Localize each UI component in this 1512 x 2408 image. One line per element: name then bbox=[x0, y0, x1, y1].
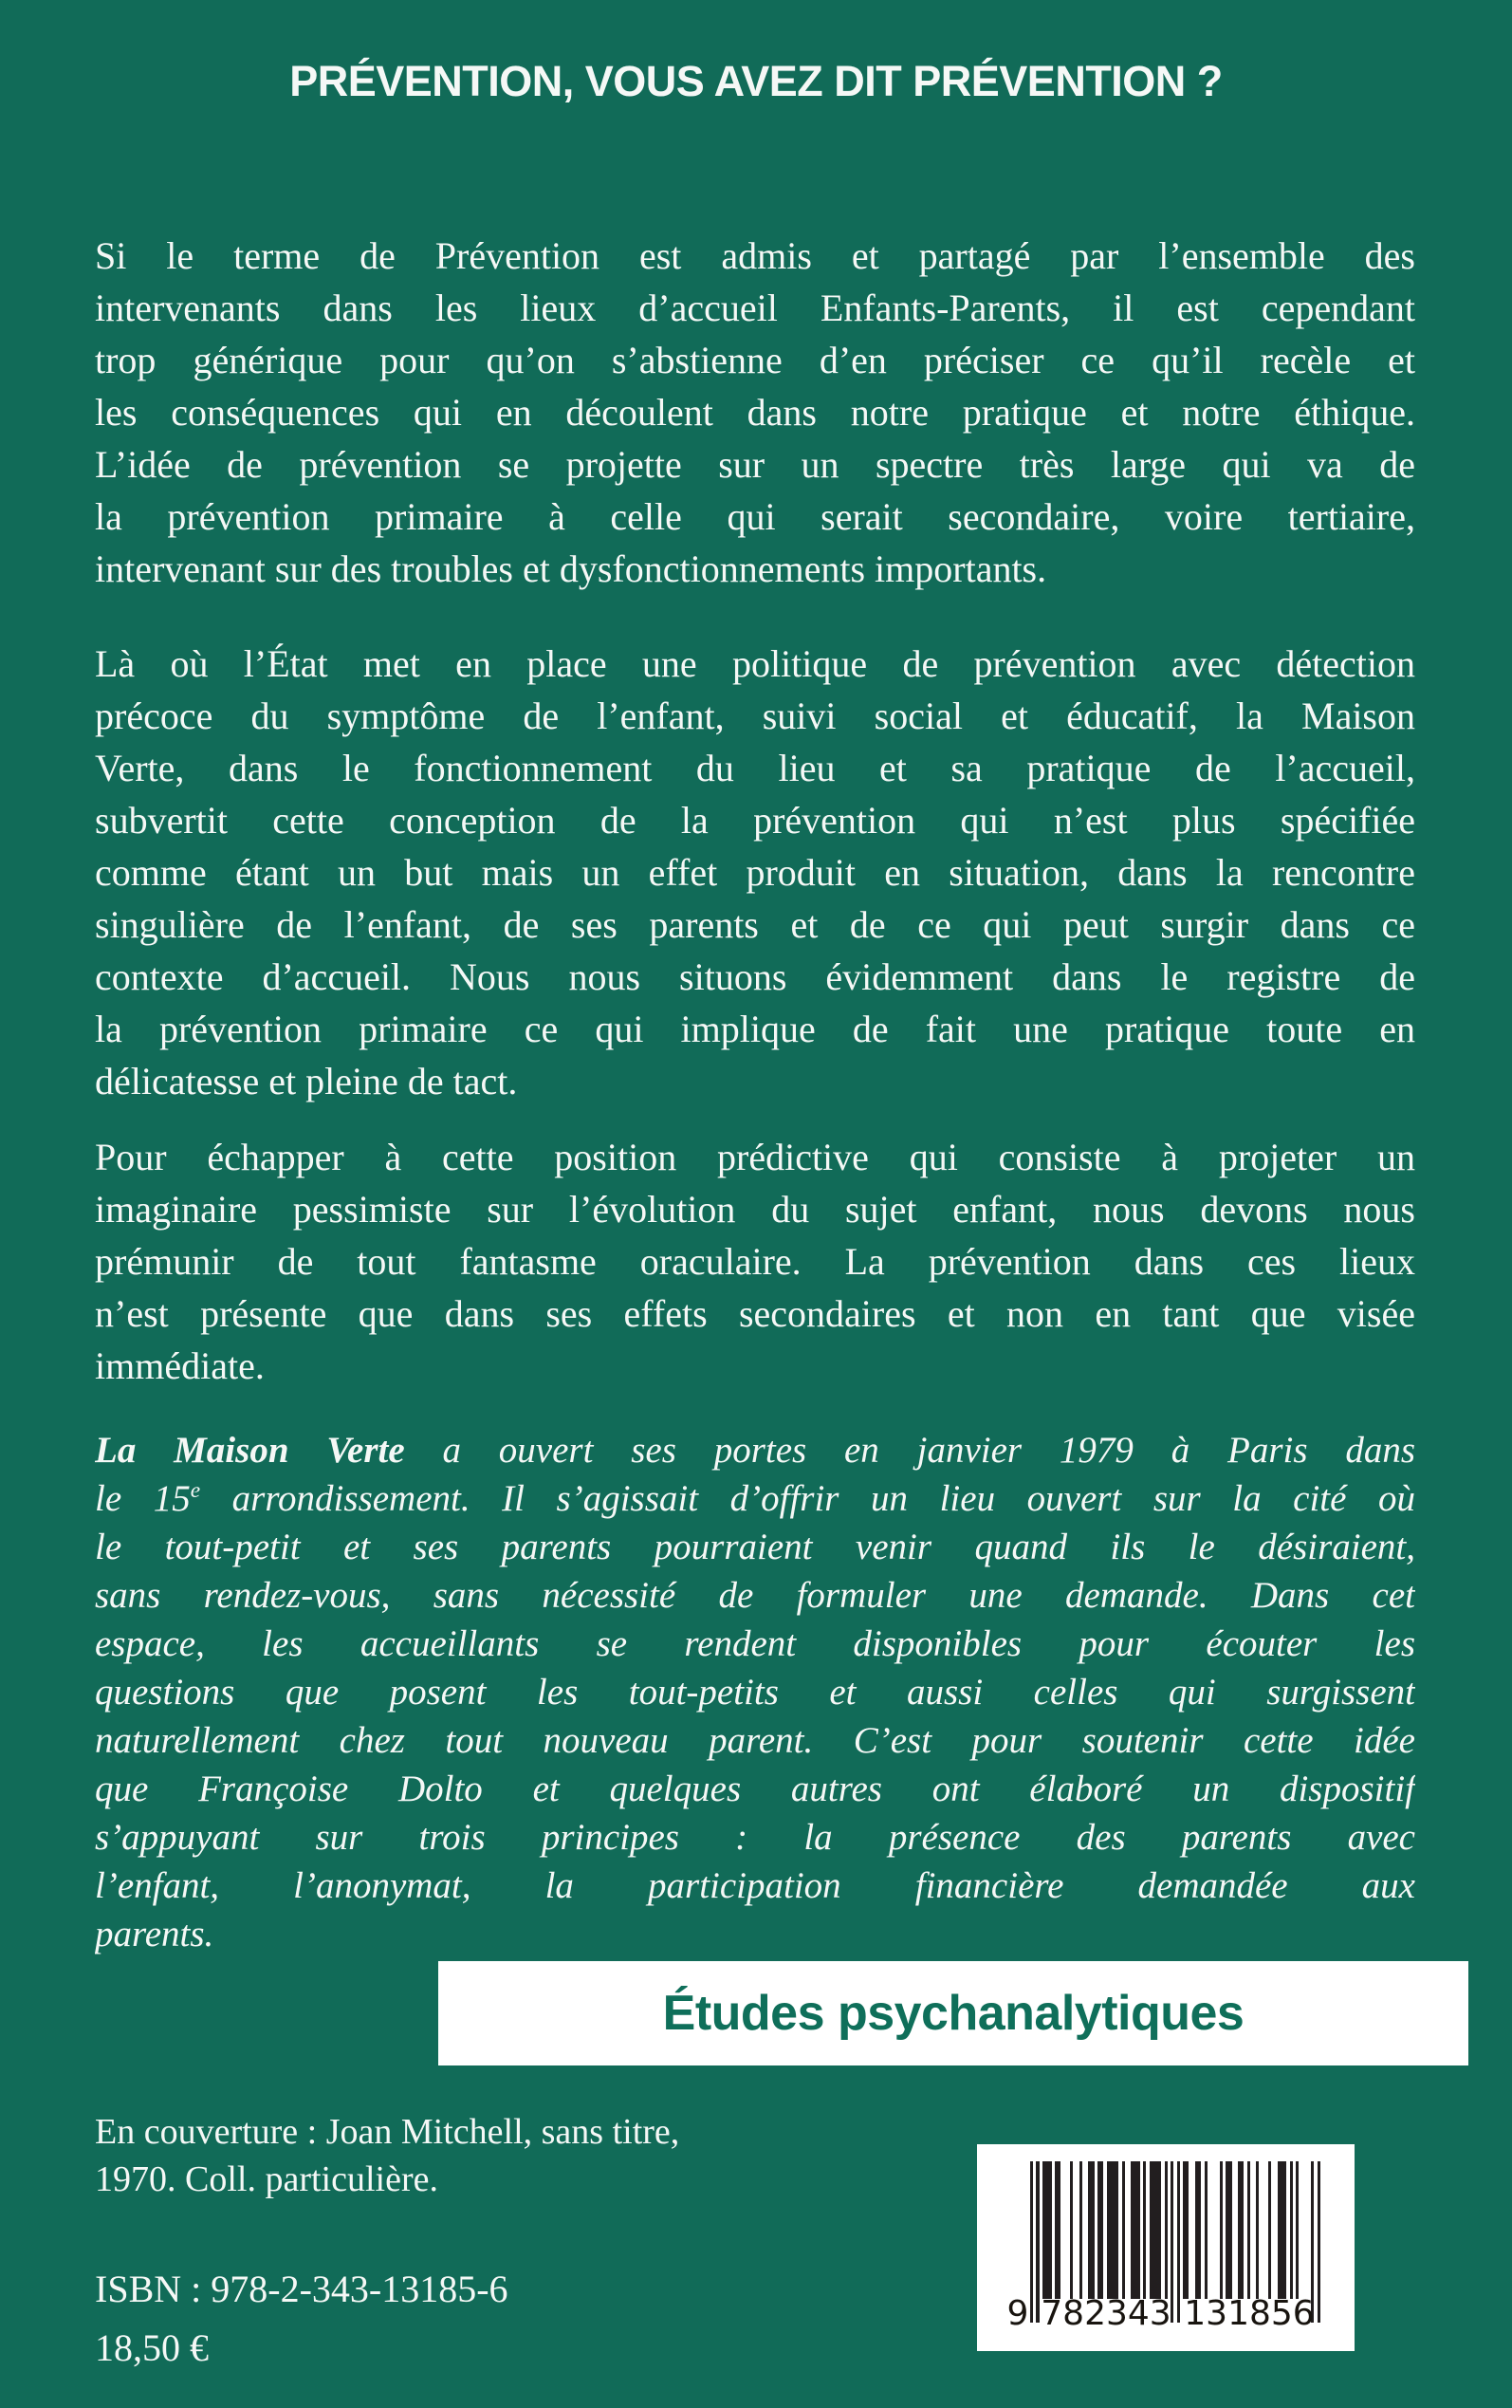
barcode-bar bbox=[1070, 2161, 1073, 2299]
text-line: contexte d’accueil. Nous nous situons évidemment dans le registre de bbox=[95, 955, 1415, 998]
barcode-bar bbox=[1226, 2161, 1231, 2299]
barcode-bar bbox=[1205, 2161, 1208, 2299]
barcode-bar bbox=[1122, 2161, 1125, 2299]
text-line: intervenant sur des troubles et dysfonctionnements importants. bbox=[95, 547, 1047, 590]
barcode-bar bbox=[1030, 2161, 1033, 2323]
isbn-price-block bbox=[95, 2260, 508, 2378]
barcode-bar bbox=[1131, 2161, 1140, 2299]
text-line: délicatesse et pleine de tact. bbox=[95, 1060, 518, 1102]
text-line: l’enfant, l’anonymat, la participation financière demandée aux bbox=[95, 1865, 1415, 1906]
page-title: PRÉVENTION, VOUS AVEZ DIT PRÉVENTION ? bbox=[289, 57, 1223, 105]
barcode-bar bbox=[1097, 2161, 1103, 2299]
barcode-digit-left: 9 bbox=[1006, 2294, 1029, 2333]
paragraph-2 bbox=[95, 638, 1415, 1107]
paragraph-4 bbox=[95, 1426, 1415, 1958]
series-band bbox=[438, 1961, 1468, 2065]
barcode-bar bbox=[1143, 2161, 1146, 2299]
barcode-digits-group1: 782343 bbox=[1041, 2294, 1171, 2333]
barcode-bar bbox=[1183, 2161, 1189, 2299]
text-line: subvertit cette conception de la prévention qui n’est plus spécifiée bbox=[95, 799, 1415, 842]
barcode-bar bbox=[1177, 2161, 1180, 2323]
barcode-digits-group2: 131856 bbox=[1184, 2294, 1315, 2333]
text-line: naturellement chez tout nouveau parent. C’est pour soutenir cette idée bbox=[95, 1720, 1415, 1761]
text-line: sans rendez-vous, sans nécessité de formuler une demande. Dans cet bbox=[95, 1575, 1415, 1616]
text-line: singulière de l’enfant, de ses parents et de ce qui peut surgir dans ce bbox=[95, 903, 1415, 946]
barcode-bar bbox=[1238, 2161, 1244, 2299]
text-line: L’idée de prévention se projette sur un spectre très large qui va de bbox=[95, 443, 1415, 486]
text-line: Pour échapper à cette position prédictive qui consiste à projeter un bbox=[95, 1136, 1415, 1178]
text-line: les conséquences qui en découlent dans notre pratique et notre éthique. bbox=[95, 391, 1415, 434]
text-line: la prévention primaire ce qui implique de fait une pratique toute en bbox=[95, 1008, 1415, 1050]
text-line: Verte, dans le fonctionnement du lieu et sa pratique de l’accueil, bbox=[95, 747, 1415, 789]
barcode-bar bbox=[1247, 2161, 1250, 2299]
text-line: questions que posent les tout-petits et aussi celles qui surgissent bbox=[95, 1672, 1415, 1713]
barcode-bar bbox=[1290, 2161, 1293, 2299]
text-line: immédiate. bbox=[95, 1344, 265, 1387]
barcode-bar bbox=[1055, 2161, 1060, 2299]
price-text: 18,50 € bbox=[95, 2326, 209, 2369]
cover-credit-line2: 1970. Coll. particulière. bbox=[95, 2159, 438, 2199]
text-line: intervenants dans les lieux d’accueil Enfants-Parents, il est cependant bbox=[95, 287, 1415, 329]
barcode-bar bbox=[1268, 2161, 1271, 2299]
text-line: n’est présente que dans ses effets secondaires et non en tant que visée bbox=[95, 1292, 1415, 1335]
text-line: espace, les accueillants se rendent disponibles pour écouter les bbox=[95, 1623, 1415, 1664]
cover-credit-line1: En couverture : Joan Mitchell, sans titre, bbox=[95, 2112, 680, 2152]
barcode-bar bbox=[1036, 2161, 1039, 2323]
barcode-bar bbox=[1107, 2161, 1119, 2299]
text-line: imaginaire pessimiste sur l’évolution du sujet enfant, nous devons nous bbox=[95, 1188, 1415, 1231]
barcode bbox=[977, 2144, 1355, 2351]
text-line: précoce du symptôme de l’enfant, suivi social et éducatif, la Maison bbox=[95, 695, 1415, 737]
barcode-bar bbox=[1088, 2161, 1094, 2299]
text-line: parents. bbox=[95, 1914, 214, 1954]
barcode-bar bbox=[1220, 2161, 1223, 2299]
text-line: prémunir de tout fantasme oraculaire. La prévention dans ces lieux bbox=[95, 1240, 1415, 1283]
barcode-bar bbox=[1042, 2161, 1052, 2299]
text-line: le tout-petit et ses parents pourraient venir quand ils le désiraient, bbox=[95, 1527, 1415, 1567]
text-line: la prévention primaire à celle qui serait secondaire, voire tertiaire, bbox=[95, 495, 1415, 538]
text-line: trop générique pour qu’on s’abstienne d’en préciser ce qu’il recèle et bbox=[95, 339, 1415, 381]
barcode-bar bbox=[1165, 2161, 1168, 2299]
isbn-text: ISBN : 978-2-343-13185-6 bbox=[95, 2268, 508, 2310]
text-line: le 15e arrondissement. Il s’agissait d’offrir un lieu ouvert sur la cité où bbox=[95, 1478, 1415, 1519]
barcode-bar bbox=[1278, 2161, 1287, 2299]
barcode-bar bbox=[1318, 2161, 1320, 2323]
text-line: Si le terme de Prévention est admis et partagé par l’ensemble des bbox=[95, 234, 1415, 277]
paragraph-1 bbox=[95, 230, 1415, 595]
cover-credit bbox=[95, 2108, 679, 2203]
text-line: La Maison Verte a ouvert ses portes en janvier 1979 à Paris dans bbox=[95, 1430, 1415, 1471]
text-line: comme étant un but mais un effet produit en situation, dans la rencontre bbox=[95, 851, 1415, 894]
barcode-bar bbox=[1296, 2161, 1299, 2299]
text-line: Là où l’État met en place une politique de prévention avec détection bbox=[95, 642, 1415, 685]
text-line: s’appuyant sur trois principes : la présence des parents avec bbox=[95, 1817, 1415, 1858]
barcode-bar bbox=[1195, 2161, 1201, 2299]
series-band-label: Études psychanalytiques bbox=[662, 1986, 1245, 2041]
text-line: que Françoise Dolto et quelques autres ont élaboré un dispositif bbox=[95, 1769, 1415, 1809]
barcode-bar bbox=[1256, 2161, 1259, 2299]
barcode-bar bbox=[1150, 2161, 1162, 2299]
paragraph-3 bbox=[95, 1131, 1415, 1392]
barcode-bar bbox=[1079, 2161, 1082, 2299]
